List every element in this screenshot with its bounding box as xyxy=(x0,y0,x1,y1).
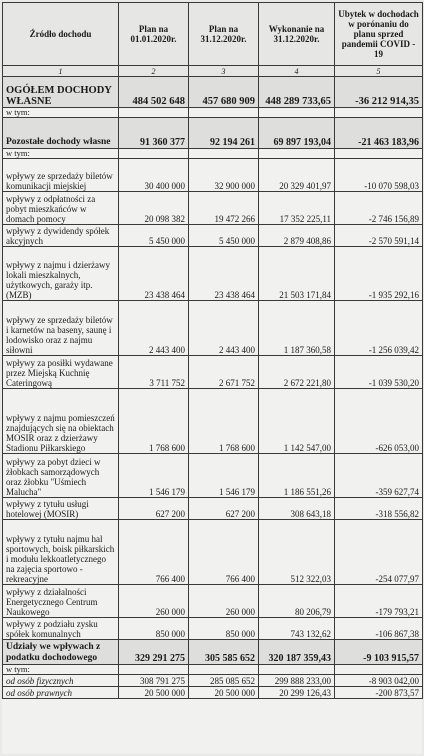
cell-plan-end: 20 500 000 xyxy=(189,687,259,699)
row-label: OGÓŁEM DOCHODY WŁASNE xyxy=(3,77,119,108)
header-plan-start: Plan na 01.01.2020r. xyxy=(119,3,189,66)
row-label: w tym: xyxy=(3,665,119,675)
cell-plan-start: 627 200 xyxy=(119,498,189,520)
cell-plan-end: 850 000 xyxy=(189,618,259,640)
cell-execution: 299 888 233,00 xyxy=(259,675,335,687)
cell-loss: -200 873,57 xyxy=(335,687,423,699)
table-row xyxy=(3,225,423,247)
cell-execution: 448 289 733,65 xyxy=(259,77,335,108)
cell-plan-start: 20 500 000 xyxy=(119,687,189,699)
cell-loss: -359 627,74 xyxy=(335,454,423,498)
cell-plan-end: 457 680 909 xyxy=(189,77,259,108)
row-label: wpływy z dywidendy spółek akcyjnych xyxy=(3,225,119,247)
table-row xyxy=(3,454,423,498)
table-row xyxy=(3,159,423,192)
row-label: w tym: xyxy=(3,149,119,159)
cell-plan-start: 1 546 179 xyxy=(119,454,189,498)
cell-plan-end: 305 585 652 xyxy=(189,640,259,665)
cell-execution xyxy=(259,108,335,118)
table-row xyxy=(3,247,423,301)
cell-loss: -10 070 598,03 xyxy=(335,159,423,192)
cell-plan-start: 5 450 000 xyxy=(119,225,189,247)
cell-execution: 1 186 551,26 xyxy=(259,454,335,498)
row-label: wpływy z podziału zysku spółek komunalnych xyxy=(3,618,119,640)
cell-plan-end xyxy=(189,149,259,159)
cell-loss: -254 077,97 xyxy=(335,520,423,585)
cell-loss: -626 053,00 xyxy=(335,389,423,454)
cell-execution: 2 879 408,86 xyxy=(259,225,335,247)
cell-loss: -318 556,82 xyxy=(335,498,423,520)
cell-loss: -9 103 915,57 xyxy=(335,640,423,665)
table-row xyxy=(3,618,423,640)
cell-plan-end xyxy=(189,665,259,675)
table-row xyxy=(3,665,423,675)
cell-execution: 17 352 225,11 xyxy=(259,192,335,225)
cell-plan-start: 20 098 382 xyxy=(119,192,189,225)
table-row xyxy=(3,77,423,108)
cell-loss: -1 039 530,20 xyxy=(335,356,423,389)
cell-execution xyxy=(259,149,335,159)
header-plan-end: Plan na 31.12.2020r. xyxy=(189,3,259,66)
column-number: 1 xyxy=(3,66,119,77)
cell-plan-end: 19 472 266 xyxy=(189,192,259,225)
row-label: Udziały we wpływach z podatku dochodowego xyxy=(3,640,119,665)
cell-plan-end: 1 768 600 xyxy=(189,389,259,454)
cell-plan-end: 2 443 400 xyxy=(189,301,259,356)
cell-execution: 1 187 360,58 xyxy=(259,301,335,356)
income-table xyxy=(2,2,423,699)
cell-plan-start: 850 000 xyxy=(119,618,189,640)
cell-plan-end: 766 400 xyxy=(189,520,259,585)
row-label: wpływy z tytułu najmu hal sportowych, boisk piłkarskich i modułu lekkoatletycznego na zajęcia sportowo - rekreacyjne xyxy=(3,520,119,585)
row-label: wpływy z tytułu usługi hotelowej (MOSIR) xyxy=(3,498,119,520)
row-label: wpływy ze sprzedaży biletów komunikacji miejskiej xyxy=(3,159,119,192)
cell-execution: 1 142 547,00 xyxy=(259,389,335,454)
table-row xyxy=(3,301,423,356)
row-label: Pozostałe dochody własne xyxy=(3,118,119,149)
table-row xyxy=(3,149,423,159)
table-row xyxy=(3,356,423,389)
cell-plan-end: 260 000 xyxy=(189,585,259,618)
table-row xyxy=(3,118,423,149)
column-number: 4 xyxy=(259,66,335,77)
cell-plan-end xyxy=(189,108,259,118)
header-execution: Wykonanie na 31.12.2020r. xyxy=(259,3,335,66)
column-number-row xyxy=(3,66,423,77)
cell-execution: 308 643,18 xyxy=(259,498,335,520)
cell-plan-end: 23 438 464 xyxy=(189,247,259,301)
header-row xyxy=(3,3,423,66)
row-label: wpływy z działalności Energetycznego Centrum Naukowego xyxy=(3,585,119,618)
row-label: w tym: xyxy=(3,108,119,118)
cell-plan-start: 30 400 000 xyxy=(119,159,189,192)
cell-execution xyxy=(259,665,335,675)
row-label: wpływy za posiłki wydawane przez Miejską Kuchnię Cateringową xyxy=(3,356,119,389)
cell-execution: 2 672 221,80 xyxy=(259,356,335,389)
table-row xyxy=(3,585,423,618)
header-source: Źródło dochodu xyxy=(3,3,119,66)
cell-plan-start: 308 791 275 xyxy=(119,675,189,687)
table-row xyxy=(3,675,423,687)
cell-plan-start: 3 711 752 xyxy=(119,356,189,389)
row-label: wpływy z najmu i dzierżawy lokali mieszkalnych, użytkowych, garaży itp. (MZB) xyxy=(3,247,119,301)
table-row xyxy=(3,687,423,699)
cell-loss: -8 903 042,00 xyxy=(335,675,423,687)
cell-loss: -1 256 039,42 xyxy=(335,301,423,356)
column-number: 3 xyxy=(189,66,259,77)
cell-loss: -2 746 156,89 xyxy=(335,192,423,225)
table-row xyxy=(3,389,423,454)
cell-loss xyxy=(335,665,423,675)
table-row xyxy=(3,520,423,585)
cell-plan-start: 260 000 xyxy=(119,585,189,618)
cell-loss: -106 867,38 xyxy=(335,618,423,640)
row-label: wpływy ze sprzedaży biletów i karnetów na baseny, saunę i lodowisko oraz z najmu siłowni xyxy=(3,301,119,356)
cell-plan-end: 285 085 652 xyxy=(189,675,259,687)
cell-plan-start: 766 400 xyxy=(119,520,189,585)
row-label: wpływy z najmu pomieszczeń znajdujących się na obiektach MOSIR oraz z dzierżawy Stadionu Piłkarskiego xyxy=(3,389,119,454)
cell-plan-start xyxy=(119,665,189,675)
cell-loss: -179 793,21 xyxy=(335,585,423,618)
cell-execution: 512 322,03 xyxy=(259,520,335,585)
cell-plan-end: 2 671 752 xyxy=(189,356,259,389)
cell-plan-end: 1 546 179 xyxy=(189,454,259,498)
cell-plan-end: 5 450 000 xyxy=(189,225,259,247)
cell-loss xyxy=(335,149,423,159)
cell-plan-start: 91 360 377 xyxy=(119,118,189,149)
cell-loss xyxy=(335,108,423,118)
cell-execution: 743 132,62 xyxy=(259,618,335,640)
row-label: wpływy za pobyt dzieci w żłobkach samorządowych oraz żłobku "Uśmiech Malucha" xyxy=(3,454,119,498)
cell-loss: -36 212 914,35 xyxy=(335,77,423,108)
cell-plan-start: 23 438 464 xyxy=(119,247,189,301)
row-label: wpływy z odpłatności za pobyt mieszkańców w domach pomocy xyxy=(3,192,119,225)
cell-plan-start: 484 502 648 xyxy=(119,77,189,108)
cell-plan-start: 1 768 600 xyxy=(119,389,189,454)
cell-plan-end: 32 900 000 xyxy=(189,159,259,192)
cell-plan-end: 92 194 261 xyxy=(189,118,259,149)
cell-execution: 320 187 359,43 xyxy=(259,640,335,665)
cell-execution: 20 299 126,43 xyxy=(259,687,335,699)
row-label: od osób fizycznych xyxy=(3,675,119,687)
cell-execution: 21 503 171,84 xyxy=(259,247,335,301)
cell-plan-start: 329 291 275 xyxy=(119,640,189,665)
cell-execution: 69 897 193,04 xyxy=(259,118,335,149)
document-page xyxy=(2,2,422,754)
table-row xyxy=(3,498,423,520)
cell-execution: 80 206,79 xyxy=(259,585,335,618)
column-number: 2 xyxy=(119,66,189,77)
table-row xyxy=(3,640,423,665)
cell-loss: -21 463 183,96 xyxy=(335,118,423,149)
header-loss: Ubytek w dochodach w porónaniu do planu sprzed pandemii COVID - 19 xyxy=(335,3,423,66)
cell-plan-start xyxy=(119,108,189,118)
cell-plan-start: 2 443 400 xyxy=(119,301,189,356)
column-number: 5 xyxy=(335,66,423,77)
cell-loss: -2 570 591,14 xyxy=(335,225,423,247)
table-row xyxy=(3,192,423,225)
cell-plan-end: 627 200 xyxy=(189,498,259,520)
cell-loss: -1 935 292,16 xyxy=(335,247,423,301)
cell-plan-start xyxy=(119,149,189,159)
cell-execution: 20 329 401,97 xyxy=(259,159,335,192)
table-body xyxy=(3,77,423,699)
row-label: od osób prawnych xyxy=(3,687,119,699)
table-row xyxy=(3,108,423,118)
